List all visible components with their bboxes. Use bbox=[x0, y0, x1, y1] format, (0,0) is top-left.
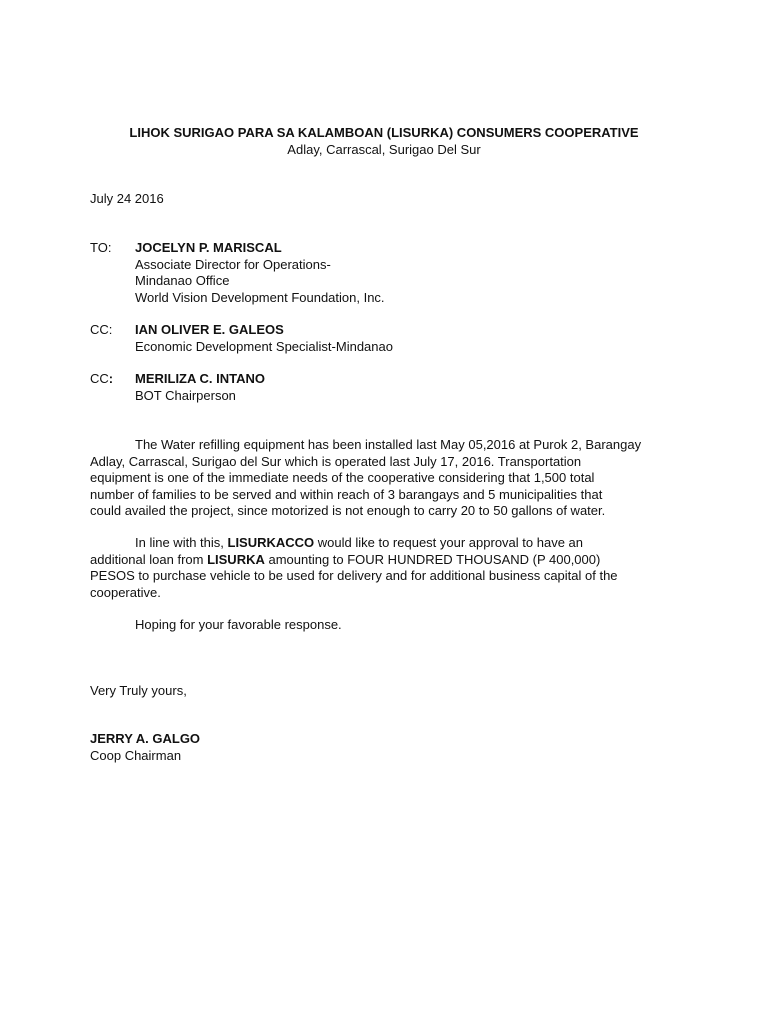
cc2-label-colon: : bbox=[108, 371, 114, 386]
cc2-name: MERILIZA C. INTANO bbox=[135, 371, 265, 386]
to-line: World Vision Development Foundation, Inc. bbox=[135, 289, 385, 305]
letter-date: July 24 2016 bbox=[90, 191, 164, 206]
cc1-label: CC: bbox=[90, 322, 113, 337]
signer-name: JERRY A. GALGO bbox=[90, 731, 201, 746]
cc1-line: Economic Development Specialist-Mindanao bbox=[135, 338, 393, 354]
body-paragraph-2 bbox=[90, 535, 690, 601]
p2-org-name: LISURKA bbox=[207, 551, 265, 567]
p2-org-code: LISURKACCO bbox=[227, 535, 315, 550]
cc2-label bbox=[90, 371, 113, 388]
organization-title: LIHOK SURIGAO PARA SA KALAMBOAN (LISURKA) CONSUMERS COOPERATIVE bbox=[129, 125, 639, 140]
signer-title: Coop Chairman bbox=[90, 748, 182, 763]
cc1-recipient bbox=[135, 322, 393, 355]
cc2-line: BOT Chairperson bbox=[135, 387, 236, 403]
to-name: JOCELYN P. MARISCAL bbox=[135, 240, 282, 255]
to-recipient bbox=[135, 240, 385, 306]
cc2-recipient bbox=[135, 371, 265, 404]
to-line: Associate Director for Operations- bbox=[135, 256, 331, 272]
closing-salutation: Very Truly yours, bbox=[90, 683, 187, 698]
to-line: Mindanao Office bbox=[135, 273, 230, 288]
cc1-name: IAN OLIVER E. GALEOS bbox=[135, 322, 284, 337]
p2-text: would like to request your approval to have an additional loan from bbox=[90, 535, 584, 567]
p2-text: In line with this, bbox=[135, 535, 228, 550]
organization-address: Adlay, Carrascal, Surigao Del Sur bbox=[287, 142, 481, 157]
cc2-label-prefix: CC bbox=[90, 371, 109, 386]
to-label: TO: bbox=[90, 240, 112, 255]
p2-text: amounting to FOUR HUNDRED THOUSAND (P 400,000) PESOS to purchase vehicle to be used for delivery and for additional business capital of the cooperative. bbox=[90, 551, 618, 600]
body-paragraph-1: The Water refilling equipment has been installed last May 05,2016 at Purok 2, Barangay Adlay, Carrascal, Surigao del Sur which is operated last July 17, 2016. Transportation equipment is one of the immediate needs of the cooperative considering that 1,500 total number of families to be served and within reach of 3 barangays and 5 municipalities that could availed the project, since motorized is not enough to carry 20 to 50 gallons of water. bbox=[90, 437, 642, 518]
body-paragraph-3: Hoping for your favorable response. bbox=[135, 617, 342, 632]
